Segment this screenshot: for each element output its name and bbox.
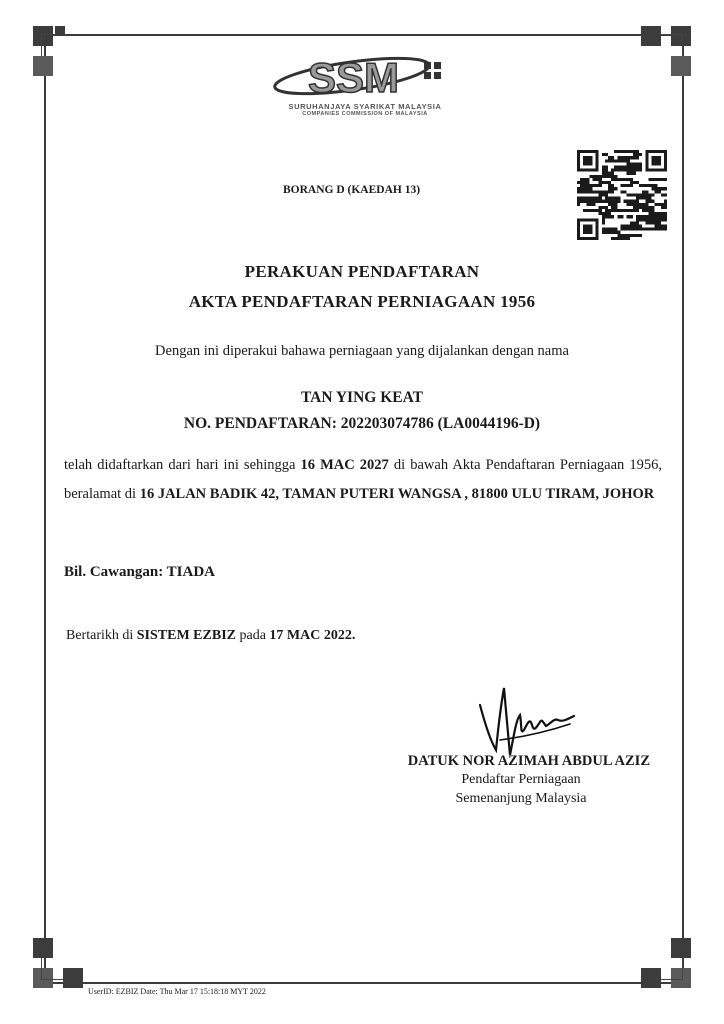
business-address: 16 JALAN BADIK 42, TAMAN PUTERI WANGSA , 81800 ULU TIRAM, JOHOR	[139, 485, 655, 502]
certification-intro: Dengan ini diperakui bahawa perniagaan yang dijalankan dengan nama	[155, 343, 569, 359]
expiry-date: 16 MAC 2027	[300, 457, 389, 473]
branch-count: Bil. Cawangan: TIADA	[64, 564, 216, 580]
issuing-system: SISTEM EZBIZ	[136, 628, 236, 643]
statement-text-1: telah didaftarkan dari hari ini sehingga	[64, 457, 301, 473]
business-name: TAN YING KEAT	[300, 389, 423, 406]
registration-number: NO. PENDAFTARAN: 202203074786 (LA0044196-D)	[183, 415, 541, 432]
signatory-name: DATUK NOR AZIMAH ABDUL AZIZ	[407, 753, 650, 769]
corner-decoration-top-right	[641, 26, 691, 76]
logo-mark: SSM	[308, 54, 400, 101]
dated-line	[66, 628, 355, 644]
corner-decoration-top-left	[33, 26, 83, 76]
act-title: AKTA PENDAFTARAN PERNIAGAAN 1956	[188, 292, 536, 311]
footer-metadata: UserID: EZBIZ Date: Thu Mar 17 15:18:18 MYT 2022	[88, 987, 266, 996]
statement-text-2: di bawah Akta Pendaftaran Perniagaan 1956, beralamat di	[64, 457, 662, 502]
form-reference: BORANG D (KAEDAH 13)	[283, 184, 421, 196]
issue-date: 17 MAC 2022.	[269, 628, 356, 643]
registration-statement	[64, 451, 662, 508]
corner-decoration-bottom-left	[33, 938, 83, 988]
certificate-title: PERAKUAN PENDAFTARAN	[244, 262, 480, 281]
corner-decoration-bottom-right	[641, 938, 691, 988]
logo-caption-malay: SURUHANJAYA SYARIKAT MALAYSIA	[288, 102, 442, 111]
dated-prefix: Bertarikh di	[66, 628, 137, 643]
signatory-region: Semenanjung Malaysia	[455, 791, 587, 806]
signatory-title: Pendaftar Perniagaan	[461, 772, 581, 787]
dated-middle: pada	[235, 628, 270, 643]
logo-caption-english: COMPANIES COMMISSION OF MALAYSIA	[302, 111, 428, 117]
qr-code-icon	[577, 150, 667, 240]
